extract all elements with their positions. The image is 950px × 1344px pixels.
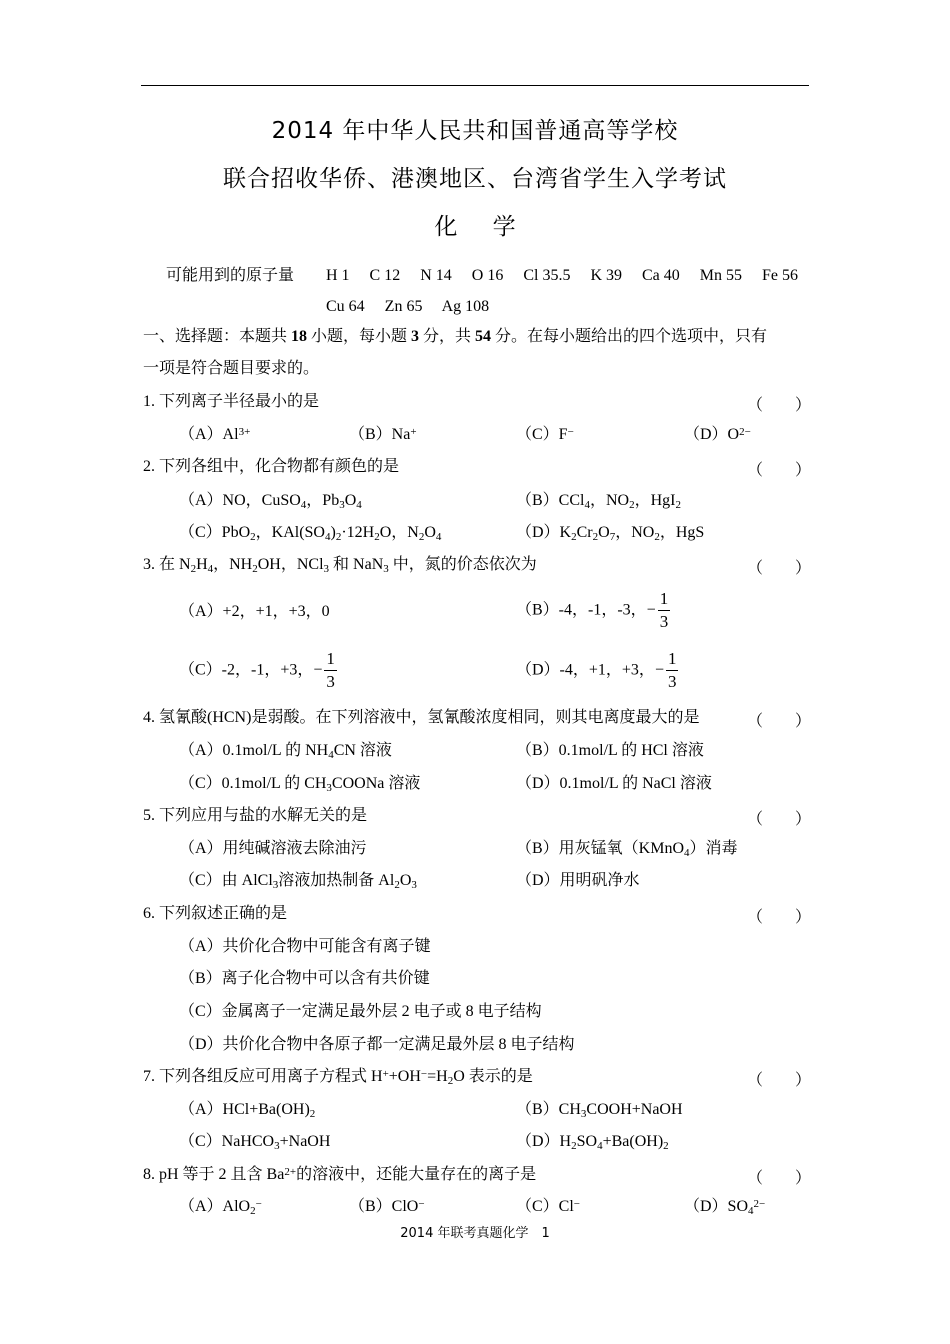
q2-answer-blank: （ ）: [747, 462, 812, 479]
q5-option-c: （C）由 AlCl$_3$溶液加热制备 $Al_2O_3$: [179, 872, 417, 891]
q5-option-d: （D）用明矾净水: [516, 872, 640, 889]
q3-answer-blank: （ ）: [747, 560, 812, 577]
q6-answer-blank: （ ）: [747, 909, 812, 926]
q1-stem: 1. 下列离子半径最小的是: [143, 393, 320, 410]
q1-option-d: $(D)O^{2-}$: [684, 426, 751, 443]
q5-answer-blank: （ ）: [747, 811, 812, 828]
q7-option-b: $(B)CH_3COOH+NaOH$: [516, 1101, 683, 1120]
fraction-one-third: $\frac{1}{3}$: [326, 649, 335, 691]
q5-stem: 5. 下列应用与盐的水解无关的是: [143, 807, 368, 824]
q8-stem: 8. pH 等于 2 且含 $Ba^{2+}$的溶液中，还能大量存在的离子是: [143, 1166, 537, 1183]
top-rule: [141, 85, 809, 86]
q2-option-b: （B）CCl$_4$，$NO_2$，HgI$_2$: [516, 492, 681, 511]
q6-option-c: （C）金属离子一定满足最外层 2 电子或 8 电子结构: [179, 1003, 542, 1020]
q8-option-c: （C）Cl−: [516, 1198, 581, 1215]
subject-title: 化 学: [434, 214, 530, 240]
q5-option-a: （A）用纯碱溶液去除油污: [179, 840, 367, 857]
q6-stem: 6. 下列叙述正确的是: [143, 905, 288, 922]
q4-option-a: （A）0.1mol/L 的 $NH_4CN$ 溶液: [179, 742, 392, 761]
fraction-one-third: $\frac{1}{3}$: [667, 649, 677, 691]
section-intro-line2: 一项是符合题目要求的。: [143, 360, 320, 377]
q4-option-c: （C）0.1mol/L 的 $CH_3COONa$ 溶液: [179, 775, 421, 794]
section-intro: 一、选择题：本题共 18 小题，每小题 3 分，共 54 分。在每小题给出的四个选项中，只有: [143, 328, 768, 345]
q8-option-b: （B）ClO−: [349, 1198, 425, 1215]
q1-option-c: （C）F−: [516, 426, 574, 443]
q4-option-d: （D）0.1mol/L 的 NaCl 溶液: [516, 775, 712, 792]
q7-option-c: （C）NaHCO$_3$+NaOH: [179, 1133, 331, 1152]
q2-option-c: （C）PbO$_2$，$KAl(SO_4)_2\cdot 12H_2O$，$N_2O_4$: [179, 524, 442, 543]
q8-option-d: $(D)SO_4^{2-}$: [684, 1198, 766, 1217]
q1-option-a: $(A)Al^{3+}$: [179, 426, 251, 443]
q1-option-b: （B）Na+: [349, 426, 417, 443]
q4-stem: 4. 氢氰酸(HCN)是弱酸。在下列溶液中，氢氰酸浓度相同，则其电离度最大的是: [143, 709, 700, 726]
exam-title-line2: 联合招收华侨、港澳地区、台湾省学生入学考试: [223, 166, 727, 192]
atomic-mass-label: 可能用到的原子量: [166, 267, 295, 284]
page-footer: 2014 年联考真题化学 1: [400, 1226, 550, 1241]
q7-stem: 7. 下列各组反应可用离子方程式 $H^++OH^-=H_2O$ 表示的是: [143, 1068, 533, 1087]
q7-option-d: $(D)H_2SO_4+Ba(OH)_2$: [516, 1133, 669, 1152]
q4-option-b: （B）0.1mol/L 的 HCl 溶液: [516, 742, 704, 759]
q2-stem: 2. 下列各组中，化合物都有颜色的是: [143, 458, 400, 475]
q6-option-d: （D）共价化合物中各原子都一定满足最外层 8 电子结构: [179, 1036, 575, 1053]
q2-option-d: $(D)K_2Cr_2O_7$，$NO_2$，HgS: [516, 524, 705, 543]
q3-stem: 3. 在 $N_2H_4$，$NH_2OH$，NCl$_3$ 和 NaN$_3$ 中，氮的价态依次为: [143, 556, 537, 575]
exam-title-line1: 2014 年中华人民共和国普通高等学校: [271, 118, 679, 144]
atomic-mass-row1: H 1 C 12 N 14 O 16 Cl 35.5 K 39 Ca 40 Mn 55 Fe 56: [326, 267, 799, 284]
q3-option-c: （C）-2，-1，+3，− $\frac{1}{3}$: [179, 649, 335, 691]
q3-option-d: （D）-4，+1，+3，− $\frac{1}{3}$: [516, 649, 677, 691]
q3-option-a: （A）+2，+1，+3，0: [179, 603, 330, 620]
q6-option-b: （B）离子化合物中可以含有共价键: [179, 970, 430, 987]
q6-option-a: （A）共价化合物中可能含有离子键: [179, 938, 431, 955]
q8-answer-blank: （ ）: [747, 1170, 812, 1187]
q2-option-a: （A）NO，CuSO$_4$，$Pb_3O_4$: [179, 492, 362, 511]
q1-answer-blank: （ ）: [747, 397, 812, 414]
atomic-mass-row2: Cu 64 Zn 65 Ag 108: [326, 298, 490, 315]
q7-answer-blank: （ ）: [747, 1072, 812, 1089]
q4-answer-blank: （ ）: [747, 713, 812, 730]
q8-option-a: （A）AlO$_2$−: [179, 1198, 262, 1217]
fraction-one-third: $\frac{1}{3}$: [659, 589, 669, 631]
q7-option-a: $(A)HCl+Ba(OH)_2$: [179, 1101, 316, 1120]
q5-option-b: （B）用灰锰氧（KMnO$_4$）消毒: [516, 840, 738, 859]
q3-option-b: （B）-4，-1，-3，− $\frac{1}{3}$: [516, 589, 669, 631]
